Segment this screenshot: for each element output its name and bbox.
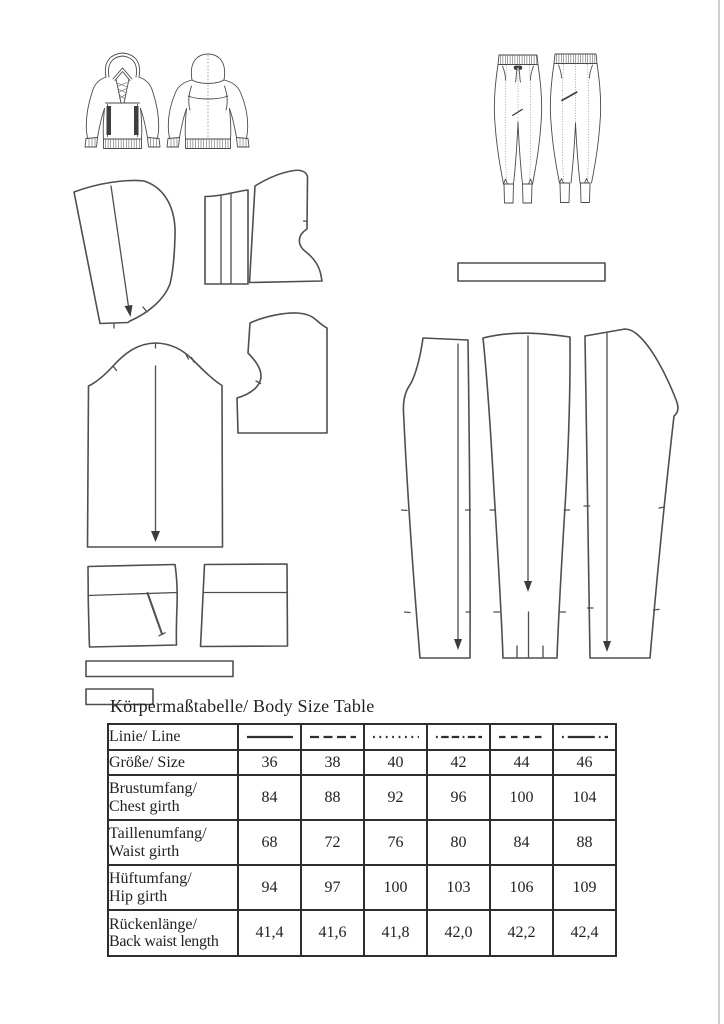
back-waist-length-value: 41,8: [364, 910, 427, 956]
waist-girth-value: 76: [364, 820, 427, 865]
waist-girth-value: 88: [553, 820, 616, 865]
back-waist-length-value: 41,4: [238, 910, 301, 956]
size-line-style-40: [370, 730, 422, 744]
label-de: Taillenumfang/: [109, 825, 207, 843]
row-label-hip-girth: [108, 865, 238, 910]
row-label-line: Linie/ Line: [108, 724, 238, 750]
back-waist-length-value: 42,0: [427, 910, 490, 956]
chest-girth-value: 88: [301, 775, 364, 820]
size-value: 42: [427, 750, 490, 775]
back-waist-length-value: 42,4: [553, 910, 616, 956]
hip-girth-value: 103: [427, 865, 490, 910]
pocket-piece-left: [85, 562, 180, 648]
hem-band-strip-piece: [85, 660, 235, 678]
hood-pattern-piece: [70, 176, 185, 334]
table-row-hip-girth: [108, 865, 616, 910]
label-en: Waist girth: [109, 842, 180, 860]
chest-girth-value: 104: [553, 775, 616, 820]
size-table-title: Körpermaßtabelle/ Body Size Table: [110, 696, 375, 716]
body-size-table: [107, 723, 617, 957]
front-placket-piece: [203, 186, 250, 286]
table-row-waist-girth: [108, 820, 616, 865]
back-waist-length-value: 42,2: [490, 910, 553, 956]
pants-waistband-strip-piece: [457, 262, 607, 283]
waist-girth-value: 84: [490, 820, 553, 865]
size-line-style-44: [496, 730, 548, 744]
size-line-style-38: [307, 730, 359, 744]
row-label-size: Größe/ Size: [108, 750, 238, 775]
label-en: Back waist length: [109, 933, 219, 950]
waist-girth-value: 80: [427, 820, 490, 865]
pants-front-leg-piece: [400, 332, 480, 682]
pocket-piece-right: [198, 562, 290, 648]
label-de: Rückenlänge/: [109, 915, 197, 933]
table-row-back-waist-length: [108, 910, 616, 956]
upper-front-bodice-piece: [247, 166, 331, 286]
row-label-chest-girth: [108, 775, 238, 820]
back-bodice-piece: [235, 306, 333, 438]
hip-girth-value: 100: [364, 865, 427, 910]
table-row-chest-girth: [108, 775, 616, 820]
waist-girth-value: 68: [238, 820, 301, 865]
waist-girth-value: 72: [301, 820, 364, 865]
hip-girth-value: 94: [238, 865, 301, 910]
size-value: 38: [301, 750, 364, 775]
pants-side-leg-piece: [583, 326, 685, 680]
size-value: 44: [490, 750, 553, 775]
hip-girth-value: 109: [553, 865, 616, 910]
chest-girth-value: 92: [364, 775, 427, 820]
page-scan-edge: [718, 0, 720, 1024]
back-waist-length-value: 41,6: [301, 910, 364, 956]
pants-back-leg-piece: [481, 330, 578, 682]
label-de: Brustumfang/: [109, 780, 197, 798]
hip-girth-value: 106: [490, 865, 553, 910]
size-value: 46: [553, 750, 616, 775]
pants-back-technical-drawing: [547, 52, 604, 205]
size-value: 40: [364, 750, 427, 775]
size-line-style-42: [433, 730, 485, 744]
table-row-size: [108, 750, 616, 775]
label-en: Hip girth: [109, 887, 168, 905]
jacket-front-technical-drawing: [82, 51, 163, 154]
label-de: Hüftumfang/: [109, 870, 192, 888]
hip-girth-value: 97: [301, 865, 364, 910]
chest-girth-value: 84: [238, 775, 301, 820]
row-label-waist-girth: [108, 820, 238, 865]
pants-front-technical-drawing: [492, 52, 544, 205]
size-value: 36: [238, 750, 301, 775]
chest-girth-value: 96: [427, 775, 490, 820]
label-en: Chest girth: [109, 797, 180, 815]
row-label-back-waist-length: [108, 910, 238, 956]
size-line-style-46: [559, 730, 611, 744]
sleeve-piece: [82, 336, 228, 550]
table-row-line: [108, 724, 616, 750]
chest-girth-value: 100: [490, 775, 553, 820]
jacket-back-technical-drawing: [162, 51, 254, 154]
size-line-style-36: [244, 730, 296, 744]
